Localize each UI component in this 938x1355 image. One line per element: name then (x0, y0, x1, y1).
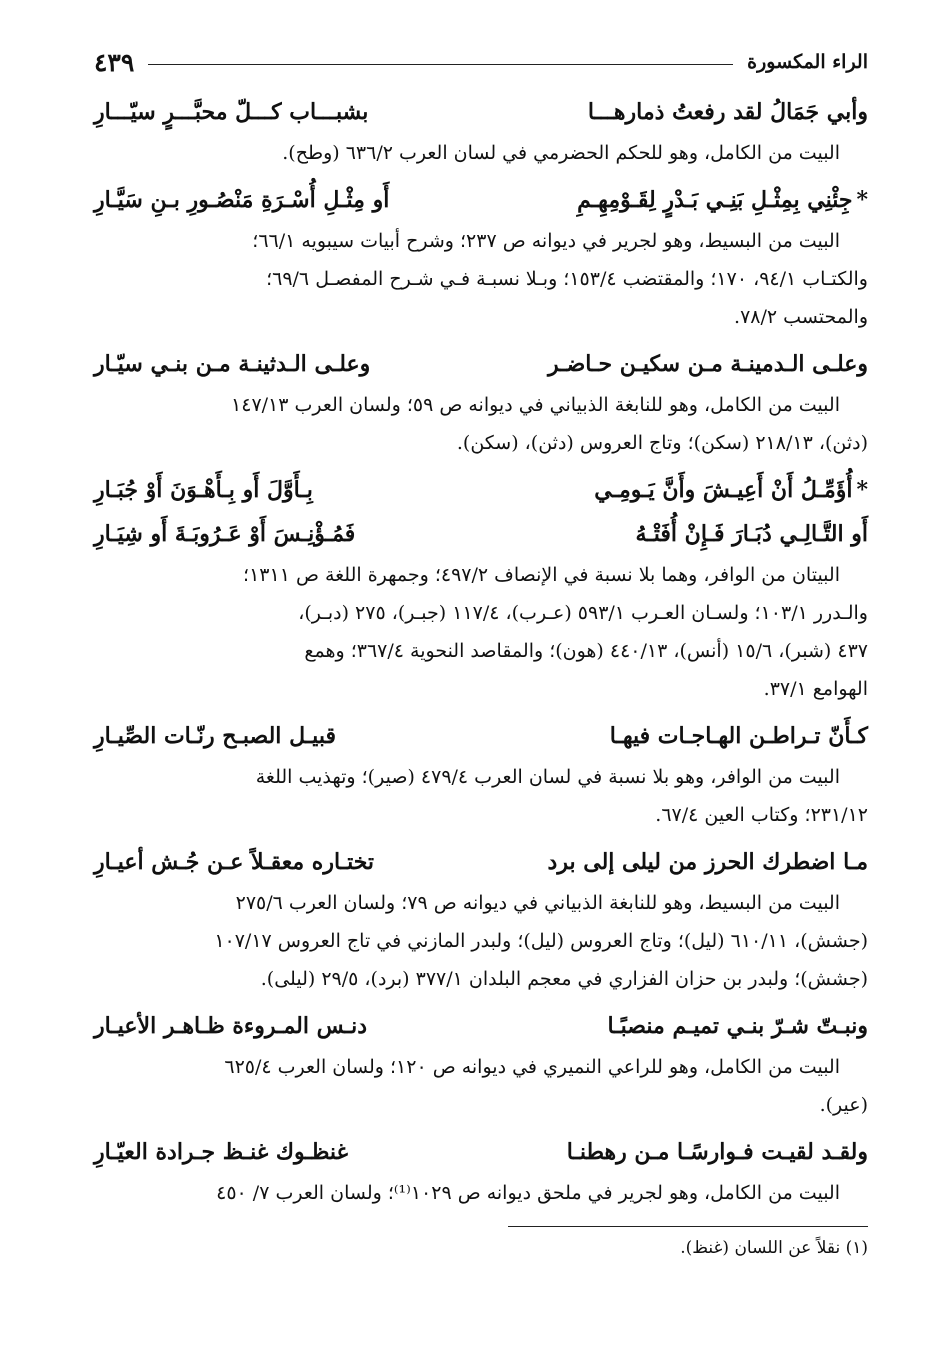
commentary-line: البيت من البسيط، وهو لجرير في ديوانه ص ٢٣٧؛ وشرح أبيات سيبويه ٦٦/١؛ (252, 230, 840, 252)
commentary-line: ٢٣١/١٢؛ وكتاب العين ٦٧/٤. (655, 804, 868, 826)
verse-first-wrap (594, 468, 868, 512)
verse-second-hemistich: وعلـى الـدثينـة مـن بنـي سيّـار (94, 351, 371, 377)
poetry-entry (94, 1130, 868, 1212)
verse-second-hemistich: بشبـــاب كـــلّ محبَّـــرٍ سيّـــارِ (94, 99, 369, 125)
commentary-line: والكتـاب ٩٤/١، ١٧٠؛ والمقتضب ١٥٣/٤؛ وبـلا نسبـة فـي شـرح المفصـل ٦٩/٦؛ (266, 268, 868, 290)
commentary-line: ٤٣٧ (شبر)، ١٥/٦ (أنس)، ٤٤٠/١٣ (هون)؛ والمقاصد النحوية ٣٦٧/٤؛ وهمع (304, 640, 868, 662)
commentary-line: البيت من الكامل، وهو للنابغة الذبياني في ديوانه ص ٥٩؛ ولسان العرب ١٤٧/١٣ (231, 394, 840, 416)
verse-line (94, 342, 868, 386)
poetry-entry (94, 468, 868, 708)
star-marker-icon: * (856, 477, 868, 503)
footnote-rule (508, 1226, 868, 1227)
commentary-line: البيت من البسيط، وهو للنابغة الذبياني في ديوانه ص ٧٩؛ ولسان العرب ٢٧٥/٦ (235, 892, 840, 914)
commentary-line: (جشش)، ٦١٠/١١ (ليل)؛ وتاج العروس (ليل)؛ ولبدر المازني في تاج العروس ١٠٧/١٧ (214, 930, 868, 952)
verse-first-hemistich: أُؤَمِّـلُ أَنْ أَعِيـشَ وأَنَّ يَـومِـي (594, 477, 853, 503)
commentary-line: (دثن)، ٢١٨/١٣ (سكن)؛ وتاج العروس (دثن)، (سكن). (456, 432, 868, 454)
verse-second-hemistich: تختـاره معقـلاً عـن جُـش أعيـارِ (94, 849, 375, 875)
verse-line (94, 90, 868, 134)
verse-second-hemistich: دنـس المـروءة ظـاهـر الأعيـار (94, 1013, 368, 1039)
commentary-line: البيت من الوافر، وهو بلا نسبة في لسان العرب ٤٧٩/٤ (صير)؛ وتهذيب اللغة (255, 766, 840, 788)
commentary-line: (عير). (819, 1094, 868, 1116)
verse-second-hemistich: فَمُـؤْنِـسَ أَوْ عَـرُوبَـةَ أَو شِيَـارِ (94, 521, 356, 547)
verse-second-hemistich: غنظـوك غنـظ جـرادة العيّـارِ (94, 1139, 349, 1165)
commentary-line: والمحتسب ٧٨/٢. (734, 306, 868, 328)
verse-first-hemistich: كـأَنّ تـراطـن الهـاجـات فيهـا (609, 723, 868, 749)
commentary-line: البيت من الكامل، وهو لجرير في ملحق ديوانه ص ١٠٢٩⁽¹⁾؛ ولسان العرب ٧/ ٤٥٠ (216, 1182, 840, 1204)
verse-second-hemistich: أَو مِثْـلِ أُسْـرَةِ مَنْصُـورِ بـنِ سَيَّـارِ (94, 187, 390, 213)
verse-first-hemistich: ولقـد لقيـت فـوارسًـا مـن رهطنـا (566, 1139, 868, 1165)
verse-line (94, 714, 868, 758)
verse-first-wrap (577, 178, 868, 222)
verse-first-hemistich: جِئْنِي بِمِثْـلِ بَنِـي بَـدْرٍ لِقَـوْمِهِـمِ (577, 187, 853, 213)
commentary-line: البيتان من الوافر، وهما بلا نسبة في الإنصاف ٤٩٧/٢؛ وجمهرة اللغة ص ١٣١١؛ (243, 564, 840, 586)
verse-line (94, 840, 868, 884)
page-number: ٤٣٩ (94, 47, 135, 77)
commentary-line: والـدرر ١٠٣/١؛ ولسـان العـرب ٥٩٣/١ (عـرب)، ١١٧/٤ (جبـر)، ٢٧٥ (دبـر)، (298, 602, 868, 624)
entries-list (94, 90, 868, 1212)
verse-line (94, 1004, 868, 1048)
verse-line (94, 468, 868, 512)
poetry-entry (94, 714, 868, 834)
verse-line (94, 1130, 868, 1174)
verse-first-hemistich: وعلـى الـدمينـة مـن سكيـن حـاضـر (548, 351, 868, 377)
commentary-line: الهوامع ٣٧/١. (763, 678, 868, 700)
poetry-entry (94, 1004, 868, 1124)
poetry-entry (94, 342, 868, 462)
footnote: (١) نقلاً عن اللسان (غنظ). (680, 1238, 868, 1258)
verse-line (94, 178, 868, 222)
running-title: الراء المكسورة (747, 51, 868, 73)
star-marker-icon: * (856, 187, 868, 213)
commentary-line: (جشش)؛ ولبدر بن حزان الفزاري في معجم البلدان ٣٧٧/١ (برد)، ٢٩/٥ (ليلى). (260, 968, 868, 990)
header-rule (148, 64, 733, 65)
verse-first-hemistich: وأبي جَمَالُ لقد رفعتُ ذمارهـــا (587, 99, 868, 125)
commentary-line: البيت من الكامل، وهو للحكم الحضرمي في لسان العرب ٦٣٦/٢ (وطح). (282, 142, 840, 164)
poetry-entry (94, 178, 868, 336)
verse-first-hemistich: ونبـتّ شـرّ بنـي تميـم منصبًـا (607, 1013, 868, 1039)
verse-second-hemistich: قبيـل الصبـح رنّـات الصِّيـارِ (94, 723, 336, 749)
poetry-entry (94, 90, 868, 172)
commentary-line: البيت من الكامل، وهو للراعي النميري في ديوانه ص ١٢٠؛ ولسان العرب ٦٢٥/٤ (224, 1056, 840, 1078)
poetry-entry (94, 840, 868, 998)
verse-second-hemistich: بِـأَوَّلَ أَو بِـأَهْـوَنَ أَوْ جُبَـارِ (94, 477, 313, 503)
verse-first-hemistich: مـا اضطرك الحرز من ليلى إلى برد (547, 849, 868, 875)
verse-first-hemistich: أَو التَّـالِـي دُبَـارَ فَـإِنْ أُفَتْـهُ (635, 521, 868, 547)
running-head (94, 42, 868, 82)
verse-line (94, 512, 868, 556)
